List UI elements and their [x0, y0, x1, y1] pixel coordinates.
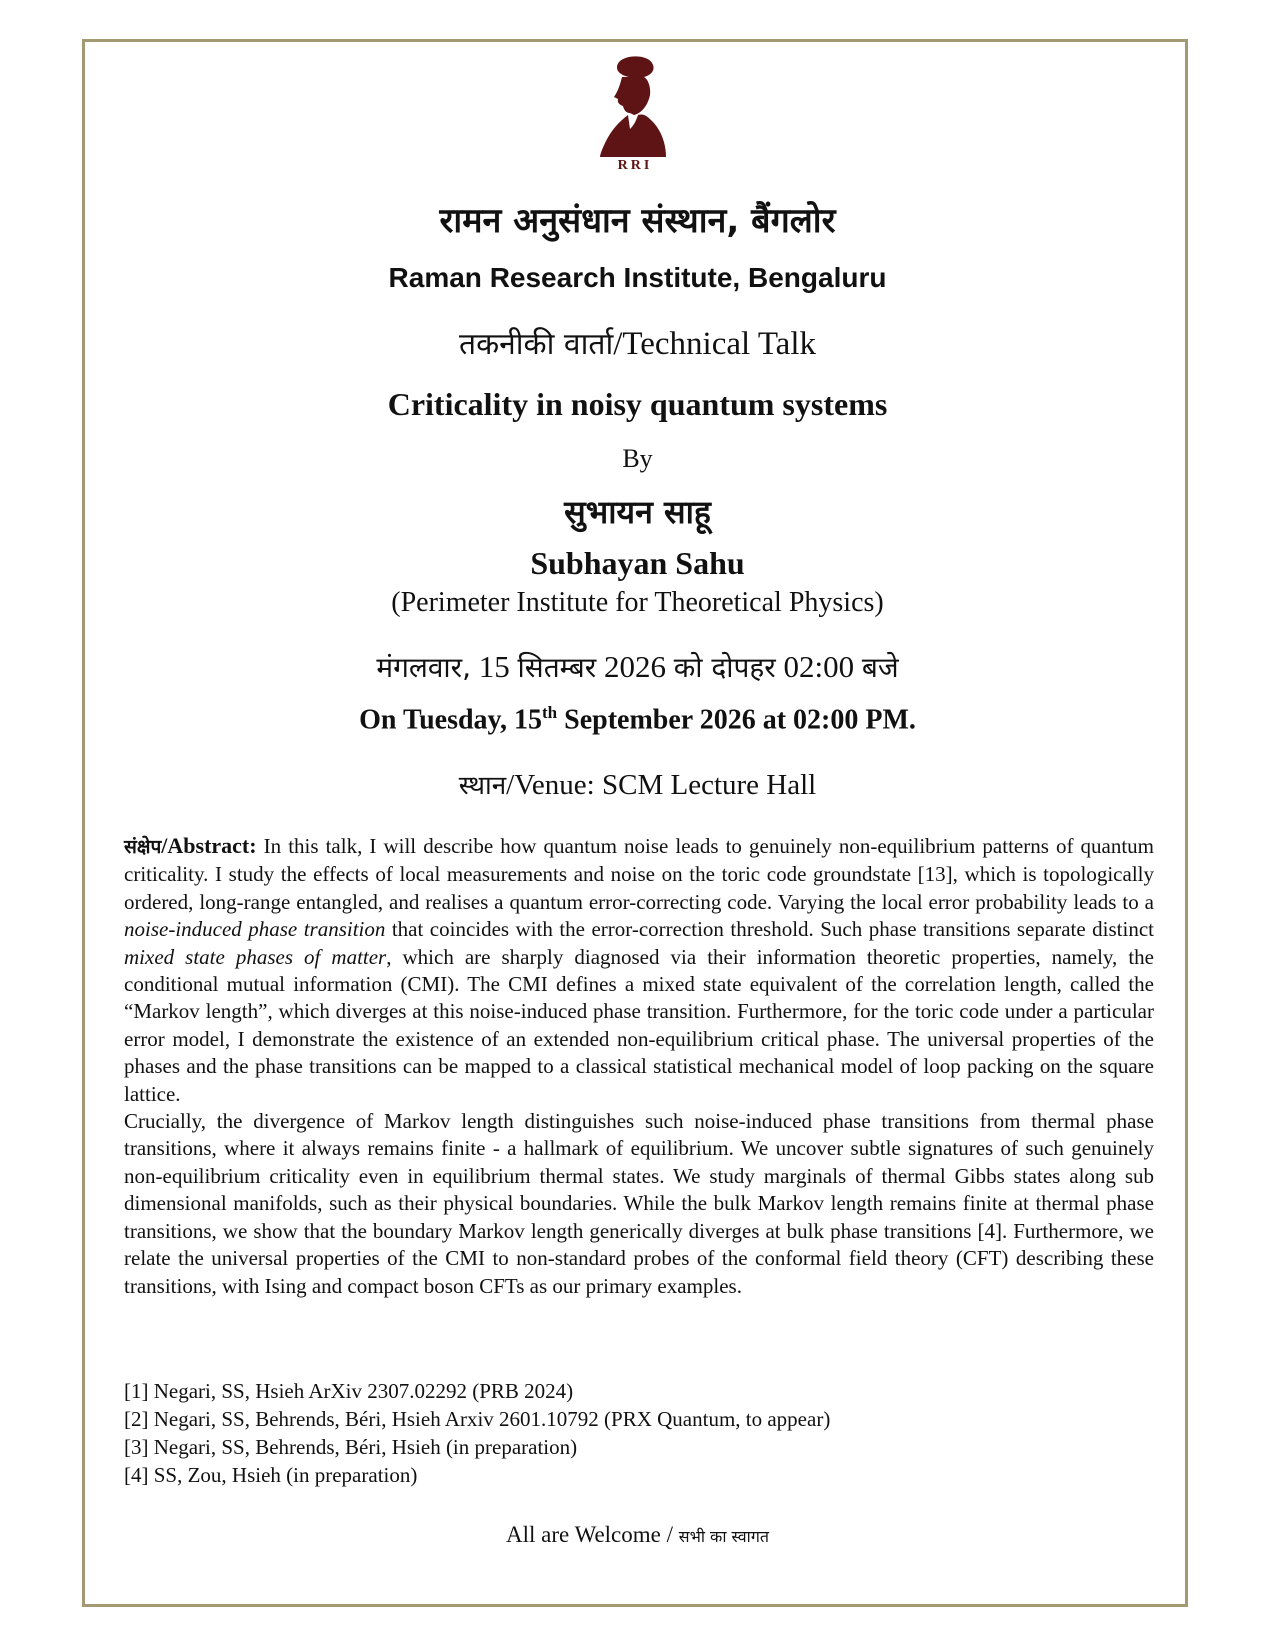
abstract-emphasis: mixed state phases of matter [124, 944, 387, 969]
date-english [0, 703, 1275, 736]
abstract-text: In this talk, I will describe how quantum noise leads to genuinely non-equilibrium patterns of quantum criticality. I study the effects of local measurements and noise on the toric code groundstate [13], which is topologically ordered, long-range entangled, and realises a quantum error-correcting code. Varying the local error probability leads to a [124, 834, 1154, 914]
reference-item: [3] Negari, SS, Behrends, Béri, Hsieh (in preparation) [124, 1435, 578, 1459]
abstract-paragraph-2: Crucially, the divergence of Markov length distinguishes such noise-induced phase transitions from thermal phase transitions, where it always remains finite - a hallmark of equilibrium. We uncover subtle signatures of such genuinely non-equilibrium criticality even in equilibrium thermal states. We study marginals of thermal Gibbs states along sub dimensional manifolds, such as their physical boundaries. While the bulk Markov length remains finite at thermal phase transitions, we show that the boundary Markov length generically diverges at bulk phase transitions [4]. Furthermore, we relate the universal properties of the CMI to non-standard probes of the conformal field theory (CFT) describing these transitions, with Ising and compact boson CFTs as our primary examples. [124, 1109, 1154, 1298]
speaker-affiliation: (Perimeter Institute for Theoretical Physics) [391, 587, 884, 618]
abstract-paragraph-1 [124, 832, 1154, 1108]
abstract [124, 832, 1154, 1300]
abstract-text: that coincides with the error-correction threshold. Such phase transitions separate distinct [385, 917, 1154, 942]
date-hindi-year: 2026 [596, 649, 674, 684]
institute-name: Raman Research Institute, Bengaluru [388, 262, 887, 293]
abstract-label-hindi: संक्षेप [124, 836, 162, 858]
reference-item: [2] Negari, SS, Behrends, Béri, Hsieh Arxiv 2601.10792 (PRX Quantum, to appear) [124, 1407, 831, 1431]
venue-english: /Venue: SCM Lecture Hall [506, 769, 817, 801]
talk-type-english: /Technical Talk [613, 326, 816, 362]
date-suffix: September 2026 at 02:00 PM. [557, 704, 916, 736]
welcome-hindi: सभी का स्वागत [678, 1527, 769, 1546]
date-hindi [0, 648, 1275, 686]
date-hindi-day: 15 [471, 649, 518, 684]
venue [0, 766, 1275, 802]
speaker-name: Subhayan Sahu [530, 545, 745, 581]
welcome-note [0, 1522, 1275, 1548]
institute-name-hindi: रामन अनुसंधान संस्थान, बैंगलोर [439, 201, 836, 241]
talk-title: Criticality in noisy quantum systems [387, 386, 888, 422]
logo-text: RRI [617, 158, 653, 170]
rri-logo [590, 55, 680, 170]
abstract-text: , which are sharply diagnosed via their information theoretic properties, namely, the conditional mutual information (CMI). The CMI defines a mixed state equivalent of the correlation length, called the “Markov length”, which diverges at this noise-induced phase transition. Furthermore, for the toric code under a particular error model, I demonstrate the existence of an extended non-equilibrium critical phase. The universal properties of the phases and the phase transitions can be mapped to a classical statistical mechanical model of loop packing on the square lattice. [124, 944, 1154, 1106]
abstract-label [124, 833, 257, 858]
abstract-label-english: /Abstract: [161, 833, 257, 858]
abstract-emphasis: noise-induced phase transition [124, 917, 386, 942]
talk-type [0, 322, 1275, 363]
references [124, 1377, 830, 1489]
date-prefix: On Tuesday, 15 [359, 704, 542, 736]
reference-item: [4] SS, Zou, Hsieh (in preparation) [124, 1463, 418, 1487]
reference-item: [1] Negari, SS, Hsieh ArXiv 2307.02292 (PRB 2024) [124, 1379, 574, 1403]
date-hindi-month: सितम्बर [517, 651, 597, 684]
date-ordinal: th [542, 703, 558, 722]
date-hindi-oclock: बजे [861, 651, 899, 684]
date-hindi-weekday: मंगलवार, [376, 651, 472, 684]
speaker-name-hindi: सुभायन साहू [564, 493, 711, 531]
by-label: By [622, 444, 653, 473]
date-hindi-at: को दोपहर [673, 651, 776, 684]
welcome-english: All are Welcome / [506, 1522, 679, 1547]
venue-hindi: स्थान [458, 771, 507, 801]
date-hindi-time: 02:00 [775, 649, 862, 684]
talk-type-hindi: तकनीकी वार्ता [458, 327, 614, 362]
